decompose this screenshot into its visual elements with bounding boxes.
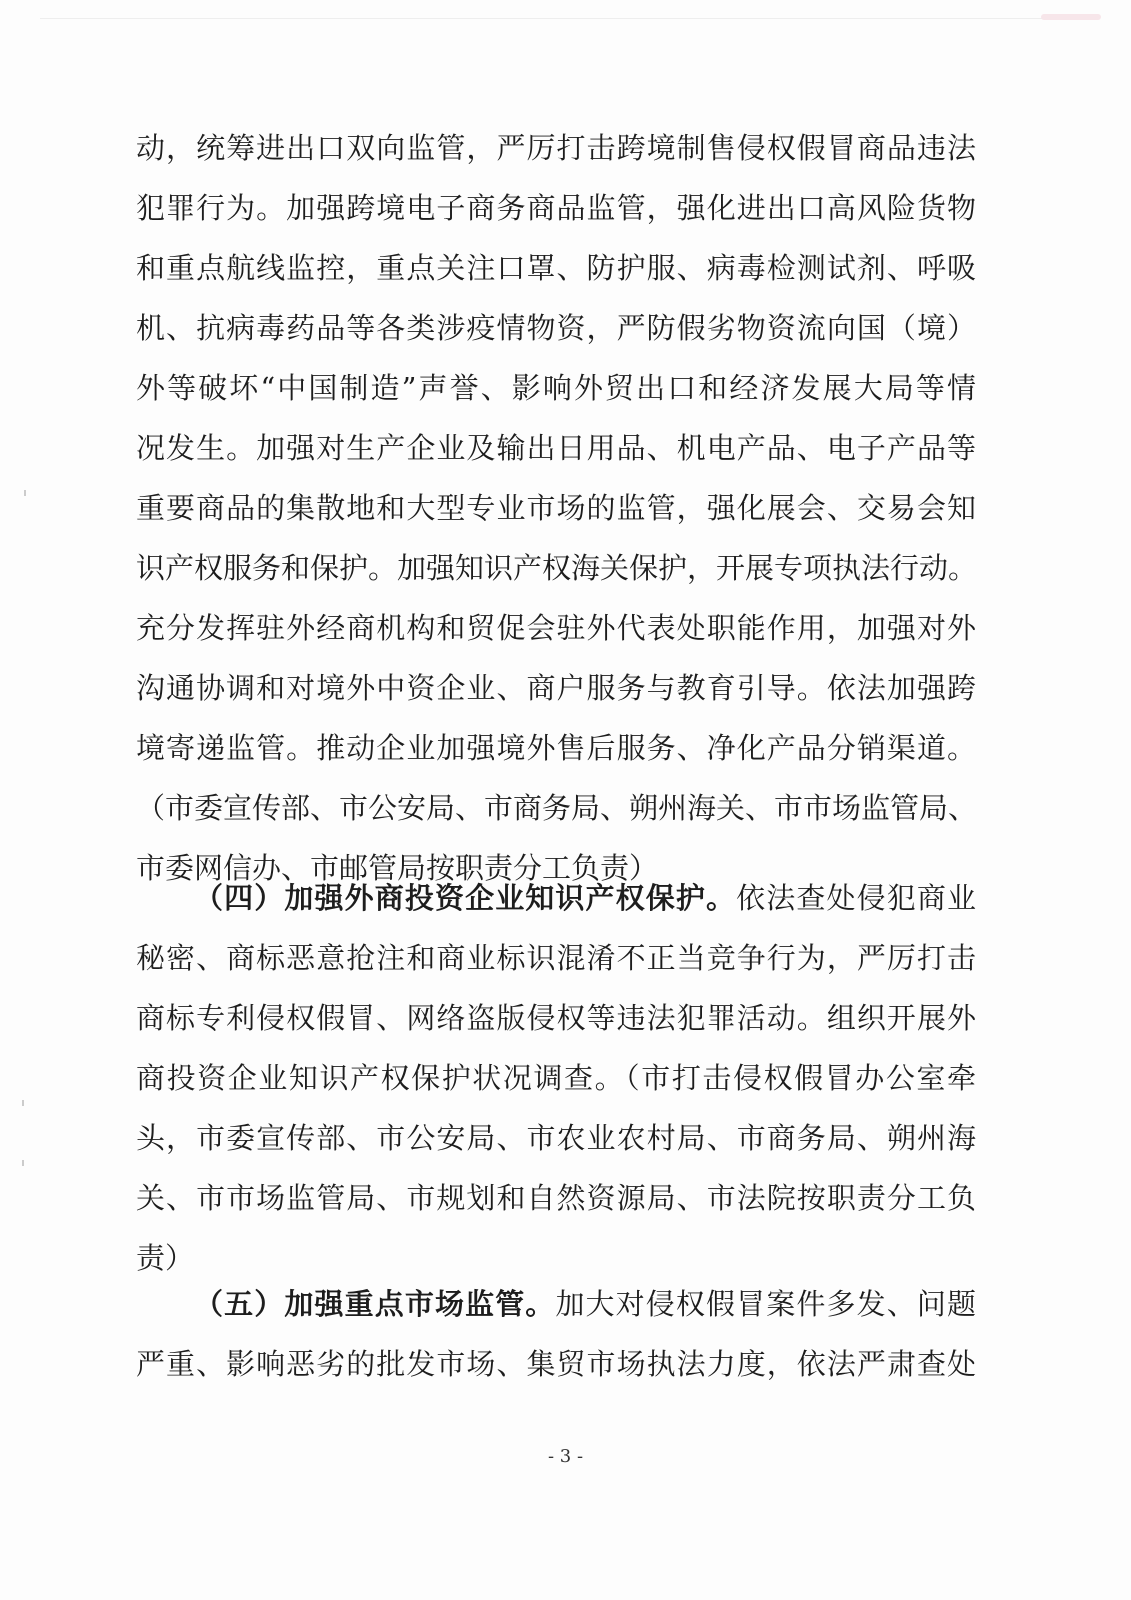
text-line: 严重、影响恶劣的批发市场、集贸市场执法力度，依法严肃查处 (136, 1347, 976, 1381)
text-line: 关、市市场监管局、市规划和自然资源局、市法院按职责分工负 (136, 1181, 976, 1215)
scan-top-edge (40, 18, 1091, 19)
text-line: 充分发挥驻外经商机构和贸促会驻外代表处职能作用，加强对外 (136, 611, 976, 645)
text-line: 责） (136, 1241, 195, 1275)
text-line: 境寄递监管。推动企业加强境外售后服务、净化产品分销渠道。 (136, 731, 976, 765)
corner-stamp-mark (1041, 14, 1101, 20)
section-4 (136, 868, 976, 1288)
text-line: 外等破坏“中国制造”声誉、影响外贸出口和经济发展大局等情 (136, 371, 976, 405)
paragraph-continuation (136, 118, 976, 898)
text-line: 沟通协调和对境外中资企业、商户服务与教育引导。依法加强跨 (136, 671, 976, 705)
scan-speck (24, 490, 26, 496)
section-4-first-line-text: 依法查处侵犯商业 (736, 881, 976, 915)
page-number: - 3 - (547, 1446, 584, 1467)
section-5-first-line-text: 加大对侵权假冒案件多发、问题 (555, 1287, 976, 1321)
text-line: 动，统筹进出口双向监管，严厉打击跨境制售侵权假冒商品违法 (136, 131, 976, 165)
text-line: 况发生。加强对生产企业及输出日用品、机电产品、电子产品等 (136, 431, 976, 465)
text-line: 识产权服务和保护。加强知识产权海关保护，开展专项执法行动。 (136, 551, 978, 585)
section-4-first-line (136, 868, 976, 928)
section-5 (136, 1274, 976, 1394)
text-line: 头，市委宣传部、市公安局、市农业农村局、市商务局、朔州海 (136, 1121, 976, 1155)
text-line: 市委网信办、市邮管局按职责分工负责） (136, 851, 659, 885)
text-line: 机、抗病毒药品等各类涉疫情物资，严防假劣物资流向国（境） (136, 311, 976, 345)
scan-speck (22, 1100, 24, 1106)
text-line: 秘密、商标恶意抢注和商业标识混淆不正当竞争行为，严厉打击 (136, 941, 976, 975)
section-4-heading: （四）加强外商投资企业知识产权保护。 (194, 881, 737, 915)
text-line: 商投资企业知识产权保护状况调查。（市打击侵权假冒办公室牵 (136, 1061, 976, 1095)
text-line: （市委宣传部、市公安局、市商务局、朔州海关、市市场监管局、 (136, 791, 978, 825)
text-line: 犯罪行为。加强跨境电子商务商品监管，强化进出口高风险货物 (136, 191, 976, 225)
section-5-first-line (136, 1274, 976, 1334)
section-5-heading: （五）加强重点市场监管。 (194, 1287, 556, 1321)
text-line: 商标专利侵权假冒、网络盗版侵权等违法犯罪活动。组织开展外 (136, 1001, 976, 1035)
scan-speck (22, 1160, 24, 1166)
text-line: 和重点航线监控，重点关注口罩、防护服、病毒检测试剂、呼吸 (136, 251, 976, 285)
text-line: 重要商品的集散地和大型专业市场的监管，强化展会、交易会知 (136, 491, 976, 525)
